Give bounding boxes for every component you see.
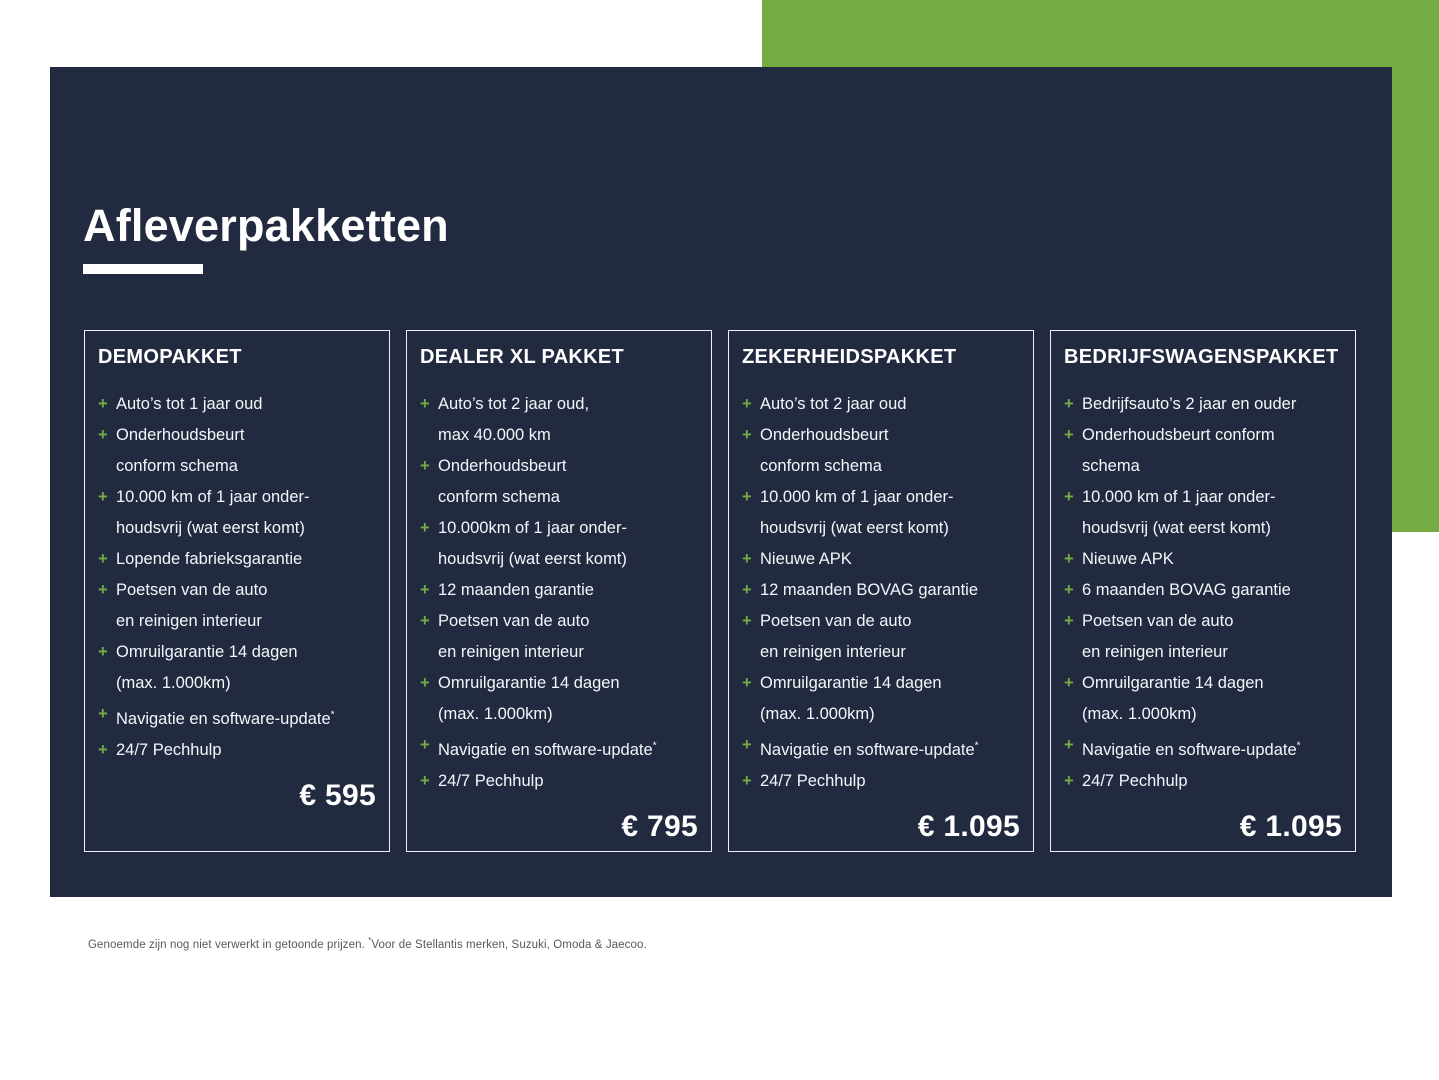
plus-icon: + bbox=[1064, 581, 1074, 599]
feature-text: 12 maanden garantie bbox=[438, 581, 594, 599]
plus-icon: + bbox=[420, 771, 430, 790]
feature-item bbox=[98, 699, 376, 735]
plus-icon: + bbox=[98, 550, 108, 568]
feature-text: conform schema bbox=[116, 457, 238, 475]
feature-text: Omruilgarantie 14 dagen bbox=[760, 674, 942, 692]
feature-list bbox=[98, 389, 376, 766]
plus-icon: + bbox=[420, 612, 430, 630]
feature-text: Navigatie en software-update* bbox=[1082, 740, 1301, 759]
feature-item bbox=[1064, 482, 1342, 544]
plus-icon: + bbox=[742, 612, 752, 630]
page-title: Afleverpakketten bbox=[83, 200, 449, 252]
feature-text: houdsvrij (wat eerst komt) bbox=[1082, 519, 1271, 537]
feature-item bbox=[742, 389, 1020, 420]
feature-item bbox=[98, 637, 376, 699]
plus-icon: + bbox=[1064, 550, 1074, 568]
feature-text: Navigatie en software-update* bbox=[116, 709, 335, 728]
feature-text: (max. 1.000km) bbox=[1082, 705, 1197, 723]
feature-list bbox=[1064, 389, 1342, 797]
feature-text: (max. 1.000km) bbox=[116, 674, 231, 692]
feature-text: 24/7 Pechhulp bbox=[116, 740, 222, 759]
feature-text: houdsvrij (wat eerst komt) bbox=[438, 550, 627, 568]
feature-text: schema bbox=[1082, 457, 1140, 475]
plus-icon: + bbox=[742, 771, 752, 790]
package-title: ZEKERHEIDSPAKKET bbox=[742, 346, 957, 368]
plus-icon: + bbox=[1064, 771, 1074, 790]
package-card bbox=[1050, 330, 1356, 852]
feature-item bbox=[1064, 575, 1342, 606]
feature-item bbox=[742, 420, 1020, 482]
feature-text: 6 maanden BOVAG garantie bbox=[1082, 581, 1291, 599]
feature-text: conform schema bbox=[438, 488, 560, 506]
feature-text: 10.000 km of 1 jaar onder- bbox=[760, 488, 954, 506]
feature-text: 24/7 Pechhulp bbox=[1082, 771, 1188, 790]
plus-icon: + bbox=[98, 643, 108, 661]
feature-item bbox=[1064, 544, 1342, 575]
feature-text: Navigatie en software-update* bbox=[760, 740, 979, 759]
package-card bbox=[406, 330, 712, 852]
feature-text: Poetsen van de auto bbox=[116, 581, 268, 599]
feature-item bbox=[420, 389, 698, 451]
feature-text: Auto’s tot 1 jaar oud bbox=[116, 395, 263, 413]
feature-item bbox=[420, 668, 698, 730]
plus-icon: + bbox=[98, 705, 108, 723]
feature-text: Omruilgarantie 14 dagen bbox=[438, 674, 620, 692]
feature-text: conform schema bbox=[760, 457, 882, 475]
feature-text: Onderhoudsbeurt bbox=[760, 426, 889, 444]
feature-item bbox=[1064, 766, 1342, 797]
feature-item bbox=[1064, 389, 1342, 420]
feature-item bbox=[742, 575, 1020, 606]
feature-item bbox=[420, 606, 698, 668]
feature-text: Onderhoudsbeurt bbox=[116, 426, 245, 444]
plus-icon: + bbox=[742, 395, 752, 413]
feature-item bbox=[742, 544, 1020, 575]
feature-text: 10.000km of 1 jaar onder- bbox=[438, 519, 627, 537]
feature-text: (max. 1.000km) bbox=[438, 705, 553, 723]
feature-text: (max. 1.000km) bbox=[760, 705, 875, 723]
packages-panel bbox=[50, 67, 1392, 897]
feature-item bbox=[98, 544, 376, 575]
feature-text: Navigatie en software-update* bbox=[438, 740, 657, 759]
feature-text: Poetsen van de auto bbox=[438, 612, 590, 630]
plus-icon: + bbox=[420, 395, 430, 413]
feature-text: Lopende fabrieksgarantie bbox=[116, 550, 303, 568]
feature-text: Omruilgarantie 14 dagen bbox=[116, 643, 298, 661]
feature-text: houdsvrij (wat eerst komt) bbox=[116, 519, 305, 537]
feature-text: Nieuwe APK bbox=[760, 550, 852, 568]
package-card bbox=[84, 330, 390, 852]
plus-icon: + bbox=[742, 426, 752, 444]
feature-item bbox=[98, 575, 376, 637]
plus-icon: + bbox=[420, 581, 430, 599]
feature-item bbox=[742, 482, 1020, 544]
feature-text: Onderhoudsbeurt bbox=[438, 457, 567, 475]
feature-item bbox=[420, 730, 698, 766]
feature-text: en reinigen interieur bbox=[116, 612, 262, 630]
feature-item bbox=[1064, 606, 1342, 668]
feature-item bbox=[742, 730, 1020, 766]
feature-item bbox=[1064, 420, 1342, 482]
feature-list bbox=[742, 389, 1020, 797]
plus-icon: + bbox=[1064, 395, 1074, 413]
feature-item bbox=[420, 513, 698, 575]
package-price: € 795 bbox=[621, 809, 698, 843]
feature-item bbox=[420, 575, 698, 606]
title-underline bbox=[83, 264, 203, 274]
feature-item bbox=[742, 606, 1020, 668]
feature-text: Auto’s tot 2 jaar oud, bbox=[438, 395, 590, 413]
feature-text: Nieuwe APK bbox=[1082, 550, 1174, 568]
feature-text: Auto’s tot 2 jaar oud bbox=[760, 395, 907, 413]
feature-text: en reinigen interieur bbox=[1082, 643, 1228, 661]
feature-text: Onderhoudsbeurt conform bbox=[1082, 426, 1275, 444]
plus-icon: + bbox=[98, 395, 108, 413]
plus-icon: + bbox=[1064, 488, 1074, 506]
plus-icon: + bbox=[1064, 612, 1074, 630]
plus-icon: + bbox=[742, 488, 752, 506]
feature-text: Poetsen van de auto bbox=[1082, 612, 1234, 630]
package-price: € 595 bbox=[299, 778, 376, 812]
feature-item bbox=[420, 766, 698, 797]
plus-icon: + bbox=[742, 736, 752, 754]
feature-item bbox=[98, 735, 376, 766]
package-card bbox=[728, 330, 1034, 852]
plus-icon: + bbox=[420, 519, 430, 537]
feature-item bbox=[98, 389, 376, 420]
plus-icon: + bbox=[98, 740, 108, 759]
feature-text: Bedrijfsauto’s 2 jaar en ouder bbox=[1082, 395, 1297, 413]
package-title: DEMOPAKKET bbox=[98, 346, 242, 368]
package-price: € 1.095 bbox=[1239, 809, 1342, 843]
plus-icon: + bbox=[742, 550, 752, 568]
feature-text: max 40.000 km bbox=[438, 426, 551, 444]
feature-text: Poetsen van de auto bbox=[760, 612, 912, 630]
feature-item bbox=[98, 420, 376, 482]
plus-icon: + bbox=[420, 457, 430, 475]
feature-item bbox=[98, 482, 376, 544]
feature-item bbox=[742, 668, 1020, 730]
feature-text: en reinigen interieur bbox=[760, 643, 906, 661]
feature-text: en reinigen interieur bbox=[438, 643, 584, 661]
feature-text: 10.000 km of 1 jaar onder- bbox=[116, 488, 310, 506]
feature-item bbox=[1064, 668, 1342, 730]
plus-icon: + bbox=[98, 426, 108, 444]
feature-item bbox=[420, 451, 698, 513]
footnote: Genoemde zijn nog niet verwerkt in getoonde prijzen. *Voor de Stellantis merken, Suzuki, Omoda & Jaecoo. bbox=[88, 935, 647, 951]
feature-text: 10.000 km of 1 jaar onder- bbox=[1082, 488, 1276, 506]
feature-text: houdsvrij (wat eerst komt) bbox=[760, 519, 949, 537]
feature-text: 24/7 Pechhulp bbox=[760, 771, 866, 790]
plus-icon: + bbox=[742, 674, 752, 692]
plus-icon: + bbox=[98, 488, 108, 506]
package-price: € 1.095 bbox=[917, 809, 1020, 843]
plus-icon: + bbox=[98, 581, 108, 599]
plus-icon: + bbox=[420, 674, 430, 692]
feature-list bbox=[420, 389, 698, 797]
plus-icon: + bbox=[742, 581, 752, 599]
plus-icon: + bbox=[1064, 736, 1074, 754]
package-title: DEALER XL PAKKET bbox=[420, 346, 625, 368]
plus-icon: + bbox=[1064, 426, 1074, 444]
feature-text: 12 maanden BOVAG garantie bbox=[760, 581, 978, 599]
feature-text: 24/7 Pechhulp bbox=[438, 771, 544, 790]
package-cards-row bbox=[84, 330, 1356, 852]
package-title: BEDRIJFSWAGENSPAKKET bbox=[1064, 346, 1339, 368]
plus-icon: + bbox=[1064, 674, 1074, 692]
feature-text: Omruilgarantie 14 dagen bbox=[1082, 674, 1264, 692]
feature-item bbox=[1064, 730, 1342, 766]
feature-item bbox=[742, 766, 1020, 797]
plus-icon: + bbox=[420, 736, 430, 754]
